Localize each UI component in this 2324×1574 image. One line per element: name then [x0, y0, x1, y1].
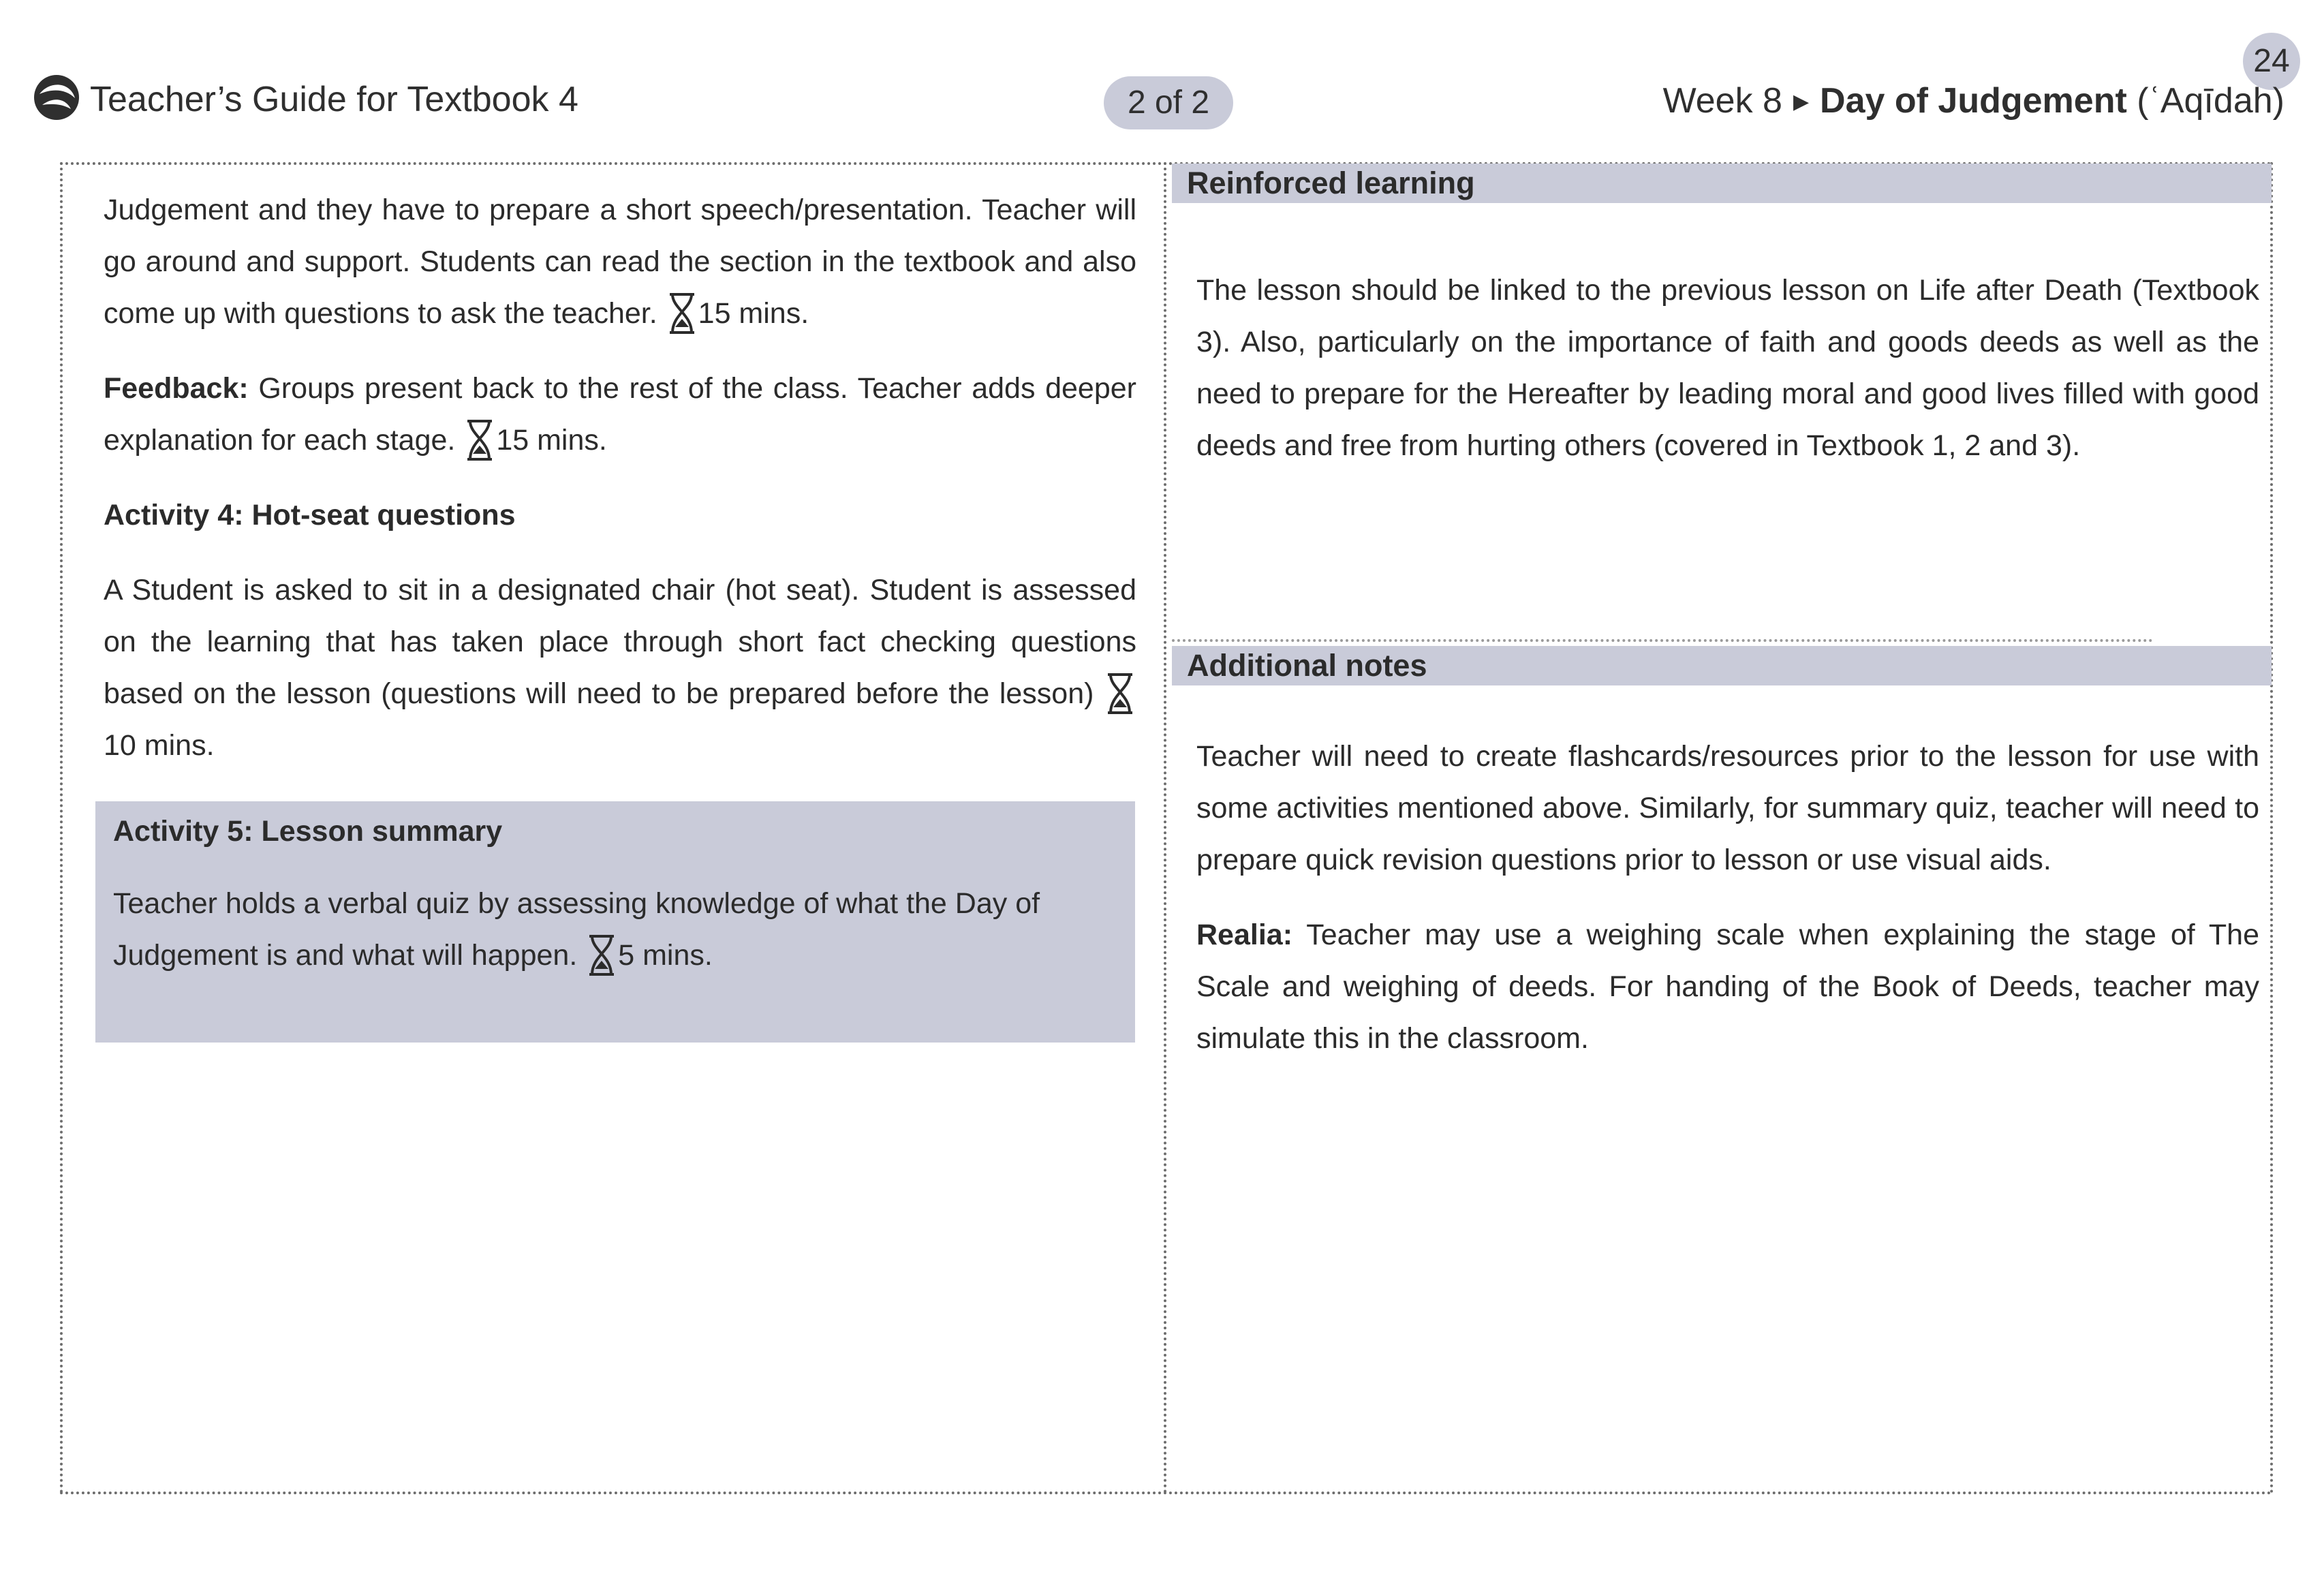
guide-title: Teacher’s Guide for Textbook 4: [90, 80, 578, 119]
activity4-title: Activity 4: Hot-seat questions: [104, 499, 516, 531]
notes-paragraph: Teacher will need to create flashcards/resources prior to the lesson for use with some activities mentioned above. Similarly, for summary quiz, teacher will need to prepare quick revision questions prior to lesson or use visual aids.: [1196, 740, 2259, 876]
additional-notes-header: [1172, 646, 2272, 685]
breadcrumb-category: (ʿAqīdah): [2137, 81, 2284, 121]
realia-label: Realia:: [1196, 919, 1293, 951]
activity5-box: [95, 801, 1135, 1043]
feedback-time: 15 mins.: [496, 424, 607, 457]
hourglass-icon: [585, 929, 618, 981]
hourglass-icon: [463, 414, 496, 466]
section-divider: [1172, 639, 2153, 642]
feedback-paragraph: [104, 362, 1136, 466]
page-number: 24: [2243, 33, 2300, 90]
breadcrumb-topic: Day of Judgement: [1820, 81, 2127, 121]
swirl-logo-icon: [33, 74, 80, 121]
activity5-title: Activity 5: Lesson summary: [113, 815, 503, 848]
notes-title: Additional notes: [1187, 648, 1427, 683]
reinforced-learning-header: [1172, 164, 2272, 203]
feedback-label: Feedback:: [104, 372, 249, 405]
intro-paragraph: [104, 184, 1136, 339]
chevron-right-icon: ▶: [1793, 91, 1810, 113]
breadcrumb: [1663, 80, 2284, 121]
hourglass-icon: [1104, 668, 1136, 720]
reinforced-title: Reinforced learning: [1187, 166, 1475, 200]
hourglass-icon: [666, 288, 698, 339]
feedback-text: Groups present back to the rest of the class. Teacher adds deeper explanation for each stage.: [104, 372, 1136, 457]
activity5-text: Teacher holds a verbal quiz by assessing knowledge of what the Day of Judgement is and what will happen.: [113, 887, 1040, 972]
activity4-paragraph: [104, 564, 1136, 771]
activity4-time: 10 mins.: [104, 729, 215, 762]
breadcrumb-week: Week 8: [1662, 81, 1782, 121]
intro-time: 15 mins.: [698, 297, 809, 330]
left-column: [104, 184, 1136, 794]
reinforced-paragraph: The lesson should be linked to the previous lesson on Life after Death (Textbook 3). Also, particularly on the importance of faith and goods deeds as well as the need to prepare for the Hereafter by leading moral and good lives filled with good deeds and free from hurting others (covered in Textbook 1, 2 and 3).: [1196, 274, 2259, 462]
column-divider: [1164, 162, 1166, 1494]
activity5-paragraph: [113, 878, 1094, 981]
additional-notes-body: [1196, 730, 2259, 1087]
activity5-time: 5 mins.: [618, 939, 713, 972]
activity4-text: A Student is asked to sit in a designated chair (hot seat). Student is assessed on the learning that has taken place through short fact checking questions based on the lesson (questions will need to be prepared before the lesson): [104, 574, 1136, 710]
intro-text: Judgement and they have to prepare a short speech/presentation. Teacher will go around and support. Students can read the section in the textbook and also come up with questions to ask the teacher.: [104, 194, 1136, 330]
realia-text: Teacher may use a weighing scale when explaining the stage of The Scale and weighing of deeds. For handing of the Book of Deeds, teacher may simulate this in the classroom.: [1196, 919, 2260, 1055]
page-indicator: 2 of 2: [1104, 76, 1233, 129]
realia-paragraph: [1196, 909, 2259, 1064]
